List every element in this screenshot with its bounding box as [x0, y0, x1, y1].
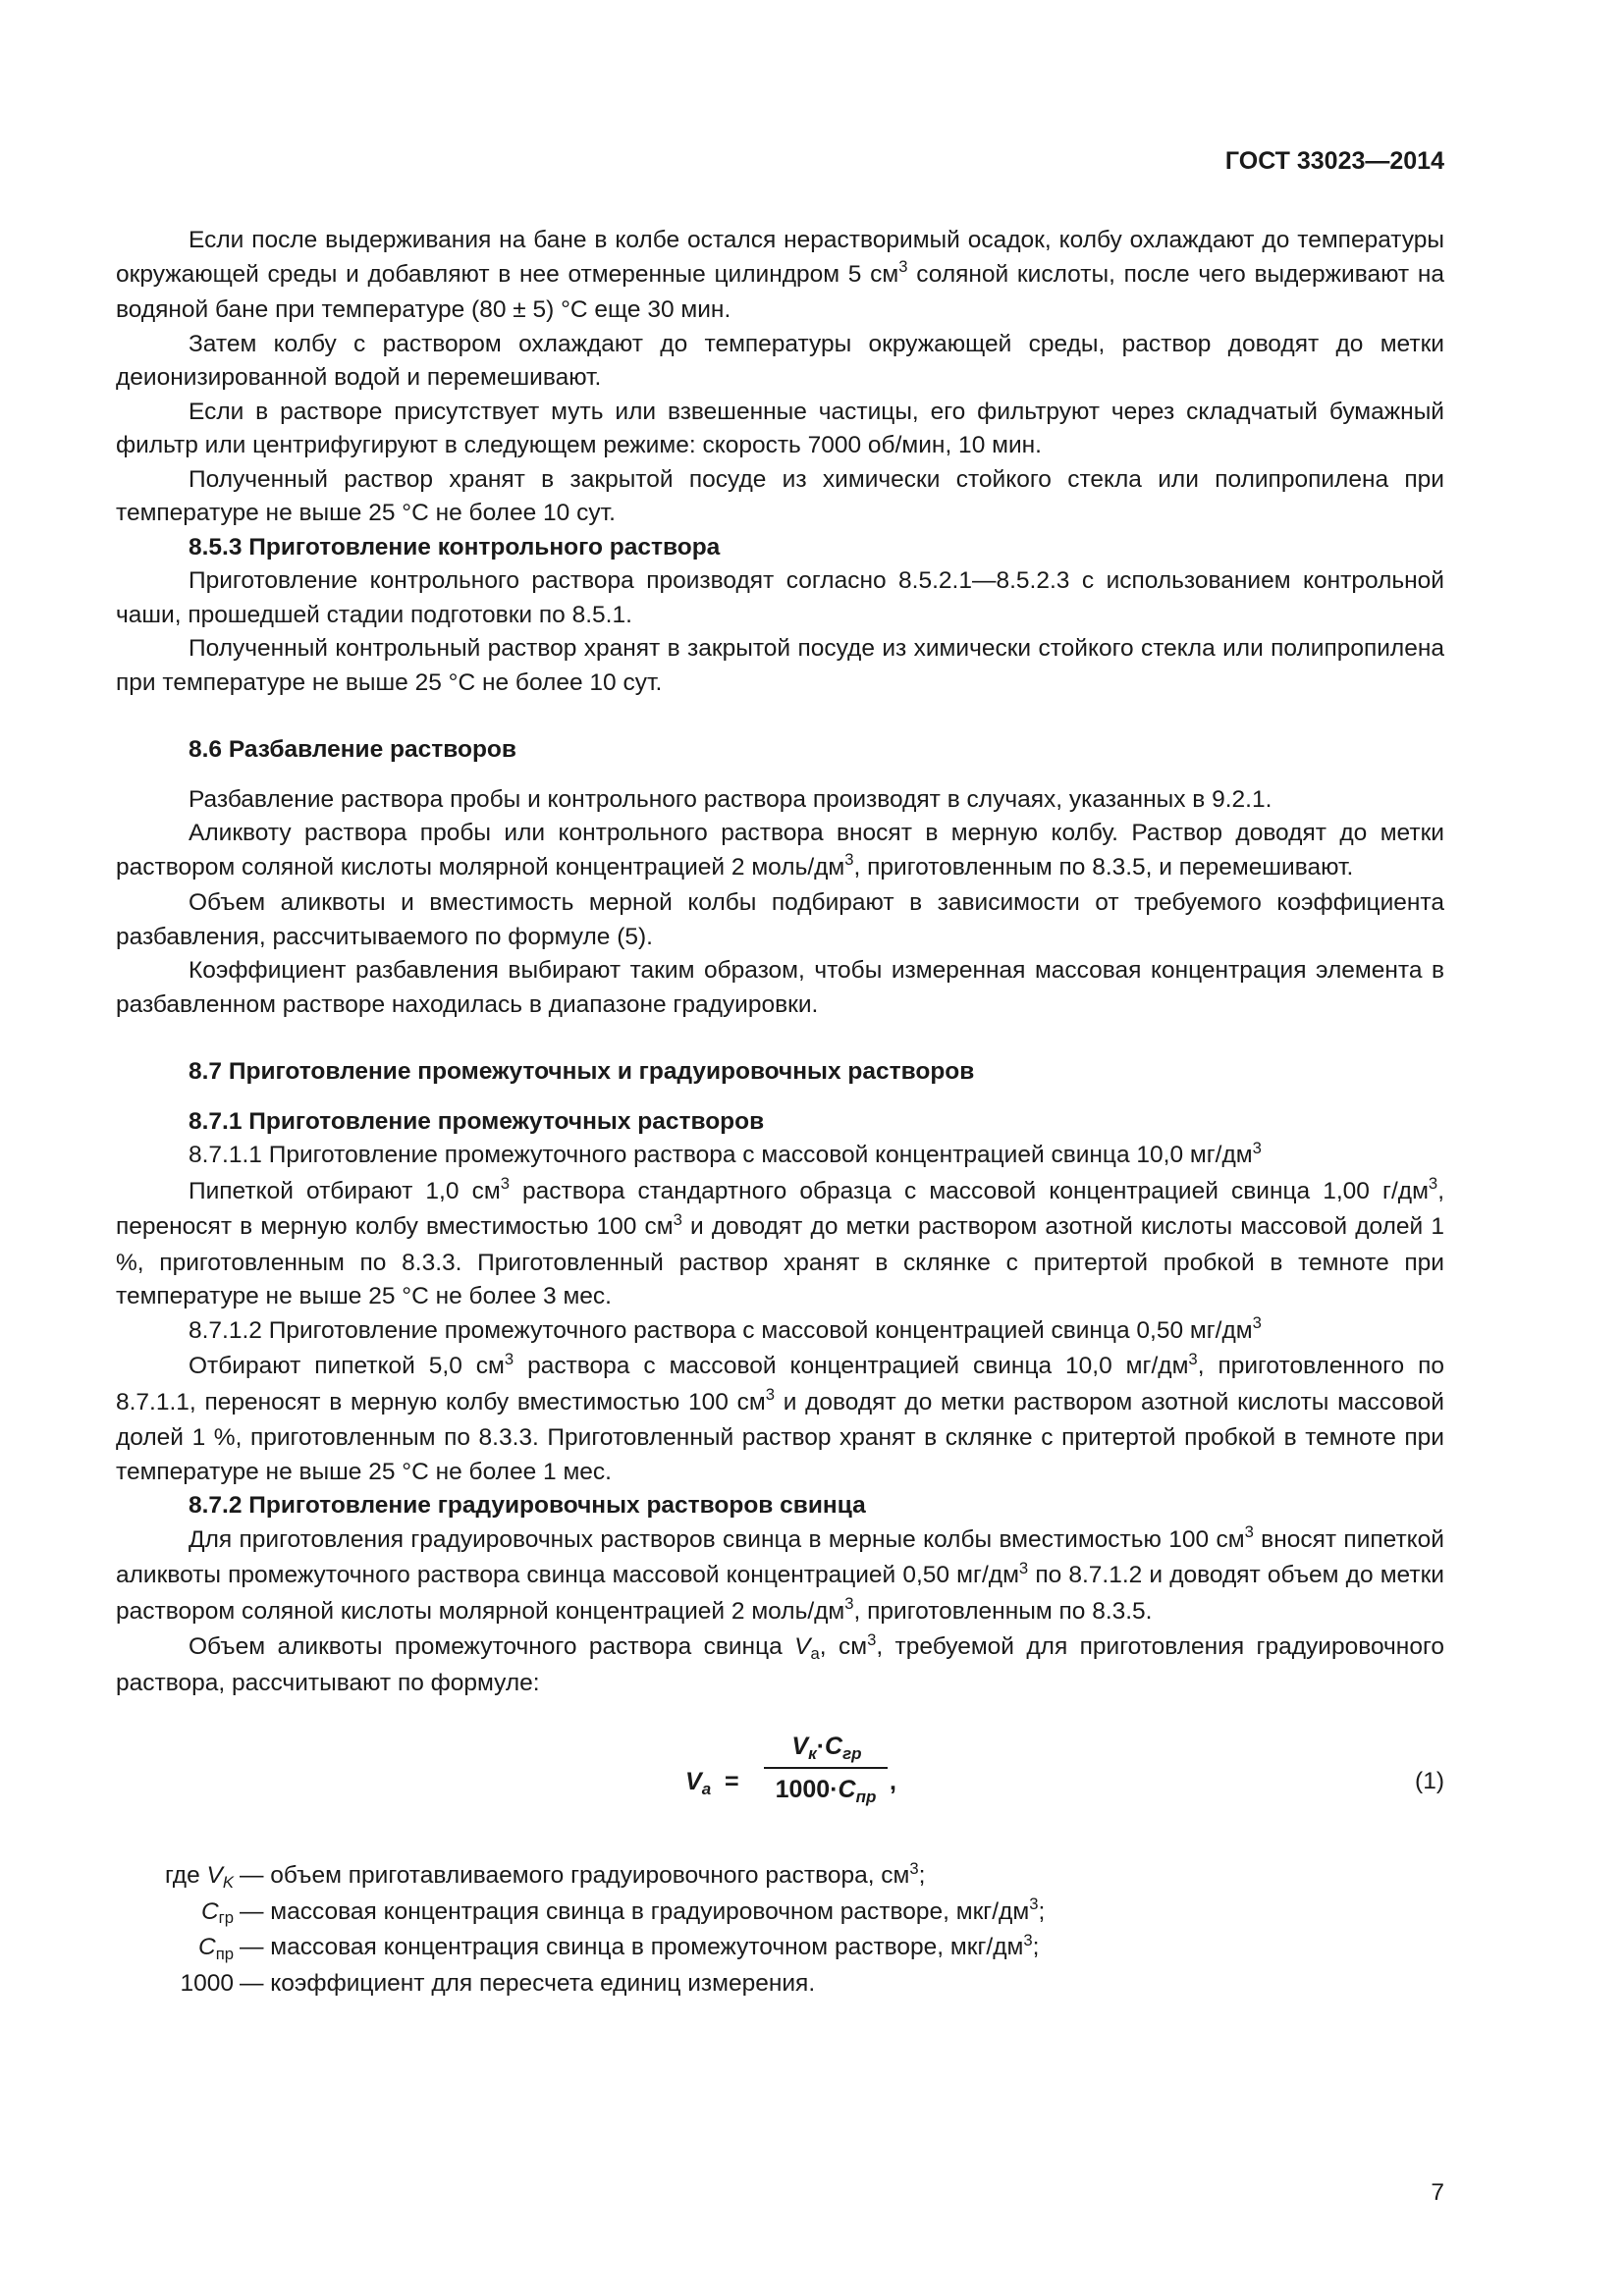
definition-row: где $V_K$ — объем приготавливаемого градуировочного раствора, $см^3$; [164, 1858, 926, 1892]
heading-8-7-1: 8.7.1 Приготовление промежуточных растворов [189, 1107, 765, 1135]
fraction-bar [764, 1767, 888, 1769]
body-text [116, 224, 1444, 2001]
heading-8-7-2: 8.7.2 Приготовление градуировочных растворов свинца [189, 1492, 866, 1519]
paragraph: 8.7.1.2 Приготовление промежуточного раствора с массовой концентрацией свинца 0,50 $мг/дм^3$ [189, 1313, 1262, 1344]
paragraph: Если в растворе присутствует муть или взвешенные частицы, его фильтруют через складчатый бумажный фильтр или центрифугируют в следующем режиме: скорость 7000 об/мин, 10 мин. [116, 398, 1444, 458]
paragraph: Полученный раствор хранят в закрытой посуде из химически стойкого стекла или полипропилена при температуре не выше 25 °C не более 10 сут. [116, 465, 1444, 526]
paragraph: Если после выдерживания на бане в колбе остался нерастворимый осадок, колбу охлаждают до температуры окружающей среды и добавляют в нее отмеренные цилиндром 5 $см^3$ соляной кислоты, после чего выдерживают на водяной бане при температуре (80 ± 5) °C еще 30 мин. [116, 227, 1444, 323]
paragraph: 8.7.1.1 Приготовление промежуточного раствора с массовой концентрацией свинца 10,0 $мг/дм^3$ [189, 1138, 1262, 1168]
paragraph: Отбирают пипеткой 5,0 $см^3$ раствора с массовой концентрацией свинца 10,0 $мг/дм^3$, приготовленного по 8.7.1.1, переносят в мерную колбу вместимостью 100 $см^3$ и доводят до метки раствором азотной кислоты массовой долей 1 %, приготовленным по 8.3.3. Приготовленный раствор хранят в склянке с притертой пробкой в темноте при температуре не выше 25 °C не более 1 мес. [116, 1349, 1445, 1485]
paragraph: Приготовление контрольного раствора производят согласно 8.5.2.1—8.5.2.3 с использованием контрольной чаши, прошедшей стадии подготовки по 8.5.1. [116, 567, 1444, 628]
paragraph: Разбавление раствора пробы и контрольного раствора производят в случаях, указанных в 9.2.1. [189, 785, 1272, 813]
formula-numerator: $V_к\cdot C_{гр}$ [791, 1733, 862, 1764]
formula-definitions [116, 1859, 1444, 2001]
formula-lhs: $V_а$ [685, 1768, 712, 1799]
definition-row: 1000 — коэффициент для пересчета единиц измерения. [180, 1969, 816, 1997]
formula-denominator: $1000\cdot C_{пр}$ [775, 1776, 877, 1807]
page-number: 7 [1431, 2179, 1444, 2206]
paragraph: Объем аликвоты промежуточного раствора свинца $V_а$, $см^3$, требуемой для приготовления градуировочного раствора, рассчитывают по формуле: [116, 1629, 1444, 1696]
heading-8-6: 8.6 Разбавление растворов [189, 736, 516, 763]
paragraph: Коэффициент разбавления выбирают таким образом, чтобы измеренная массовая концентрация элемента в разбавленном растворе находилась в диапазоне градуировки. [116, 957, 1444, 1018]
heading-8-5-3: 8.5.3 Приготовление контрольного раствора [189, 533, 721, 561]
definition-row: $C_{пр}$ — массовая концентрация свинца в промежуточном растворе, мкг/$дм^3$; [198, 1930, 1040, 1963]
paragraph: Затем колбу с раствором охлаждают до температуры окружающей среды, раствор доводят до метки деионизированной водой и перемешивают. [116, 330, 1444, 391]
standard-designation: ГОСТ 33023—2014 [1224, 147, 1444, 175]
paragraph: Объем аликвоты и вместимость мерной колбы подбирают в зависимости от требуемого коэффициента разбавления, рассчитываемого по формуле (5). [116, 889, 1444, 950]
definition-row: $C_{гр}$ — массовая концентрация свинца в градуировочном растворе, мкг/$дм^3$; [200, 1895, 1046, 1928]
paragraph: Пипеткой отбирают 1,0 $см^3$ раствора стандартного образца с массовой концентрацией свинца 1,00 $г/дм^3$, переносят в мерную колбу вместимостью 100 $см^3$ и доводят до метки раствором азотной кислоты массовой долей 1 %, приготовленным по 8.3.3. Приготовленный раствор хранят в склянке с притертой пробкой в темноте при температуре не выше 25 °C не более 3 мес. [116, 1174, 1444, 1309]
formula-comma: , [890, 1768, 896, 1795]
heading-8-7: 8.7 Приготовление промежуточных и градуировочных растворов [189, 1058, 975, 1085]
formula-1 [116, 1722, 1444, 1840]
formula-equals: = [725, 1768, 739, 1795]
formula-number: (1) [1415, 1768, 1444, 1794]
paragraph: Полученный контрольный раствор хранят в закрытой посуде из химически стойкого стекла или полипропилена при температуре не выше 25 °C не более 10 сут. [116, 635, 1444, 696]
paragraph: Для приготовления градуировочных растворов свинца в мерные колбы вместимостью 100 $см^3$ вносят пипеткой аликвоты промежуточного раствора свинца массовой концентрацией 0,50 $мг/дм^3$ по 8.7.1.2 и доводят объем до метки раствором соляной кислоты молярной концентрацией 2 моль/$дм^3$, приготовленным по 8.3.5. [116, 1522, 1444, 1625]
paragraph: Аликвоту раствора пробы или контрольного раствора вносят в мерную колбу. Раствор доводят до метки раствором соляной кислоты молярной концентрацией 2 моль/$дм^3$, приготовленным по 8.3.5, и перемешивают. [116, 820, 1444, 881]
